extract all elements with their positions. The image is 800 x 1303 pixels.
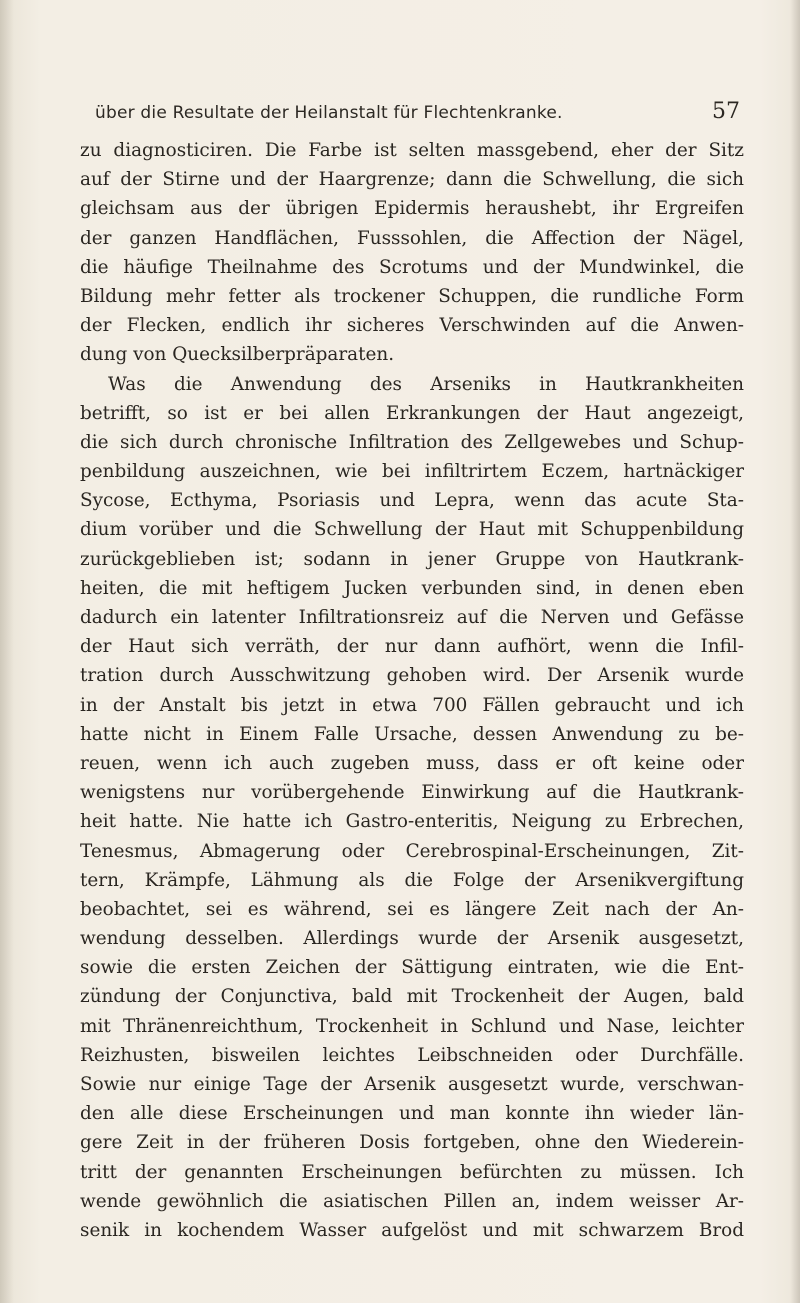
page-header bbox=[95, 99, 740, 133]
page-left-edge bbox=[0, 0, 14, 1303]
text-line: mit Thränenreichthum, Trockenheit in Schlund und Nase, leichter bbox=[80, 1015, 744, 1037]
text-line: heit hatte. Nie hatte ich Gastro-enteritis, Neigung zu Erbrechen, bbox=[80, 811, 744, 833]
text-line: gleichsam aus der übrigen Epidermis heraushebt, ihr Ergreifen bbox=[80, 198, 744, 220]
paragraph-start-line: Was die Anwendung des Arseniks in Hautkrankheiten bbox=[108, 373, 744, 395]
text-line: Sycose, Ecthyma, Psoriasis und Lepra, wenn das acute Sta- bbox=[80, 490, 744, 512]
page-number: 57 bbox=[712, 99, 740, 124]
text-line: dung von Quecksilberpräparaten. bbox=[80, 344, 395, 366]
text-line: wendung desselben. Allerdings wurde der Arsenik ausgesetzt, bbox=[80, 928, 744, 950]
text-line: beobachtet, sei es während, sei es längere Zeit nach der An- bbox=[80, 898, 744, 920]
text-line: Tenesmus, Abmagerung oder Cerebrospinal-Erscheinungen, Zit- bbox=[80, 840, 744, 862]
text-line: die sich durch chronische Infiltration des Zellgewebes und Schup- bbox=[80, 431, 744, 453]
text-line: tritt der genannten Erscheinungen befürchten zu müssen. Ich bbox=[80, 1161, 744, 1183]
body-text bbox=[80, 136, 744, 1245]
text-line: der Flecken, endlich ihr sicheres Verschwinden auf die Anwen- bbox=[80, 315, 744, 337]
text-line: betrifft, so ist er bei allen Erkrankungen der Haut angezeigt, bbox=[80, 402, 744, 424]
text-line: reuen, wenn ich auch zugeben muss, dass er oft keine oder bbox=[80, 752, 744, 774]
text-line: senik in kochendem Wasser aufgelöst und mit schwarzem Brod bbox=[80, 1219, 744, 1241]
text-line: der Haut sich verräth, der nur dann aufhört, wenn die Infil- bbox=[80, 636, 744, 658]
text-line: zurückgeblieben ist; sodann in jener Gruppe von Hautkrank- bbox=[80, 548, 744, 570]
text-line: hatte nicht in Einem Falle Ursache, dessen Anwendung zu be- bbox=[80, 723, 744, 745]
text-line: heiten, die mit heftigem Jucken verbunden sind, in denen eben bbox=[80, 577, 744, 599]
running-title: über die Resultate der Heilanstalt für Flechtenkranke. bbox=[95, 103, 563, 123]
text-line: den alle diese Erscheinungen und man konnte ihn wieder län- bbox=[80, 1103, 744, 1125]
text-line: penbildung auszeichnen, wie bei infiltrirtem Eczem, hartnäckiger bbox=[80, 461, 744, 483]
page-right-edge bbox=[790, 0, 800, 1303]
text-line: dadurch ein latenter Infiltrationsreiz auf die Nerven und Gefässe bbox=[80, 607, 744, 628]
text-line: zündung der Conjunctiva, bald mit Trockenheit der Augen, bald bbox=[80, 986, 744, 1008]
text-line: die häufige Theilnahme des Scrotums und der Mundwinkel, die bbox=[80, 256, 744, 278]
text-line: tern, Krämpfe, Lähmung als die Folge der Arsenikvergiftung bbox=[80, 869, 744, 891]
text-line: auf der Stirne und der Haargrenze; dann die Schwellung, die sich bbox=[80, 169, 744, 191]
text-line: tration durch Ausschwitzung gehoben wird. Der Arsenik wurde bbox=[80, 665, 744, 687]
text-line: der ganzen Handflächen, Fusssohlen, die Affection der Nägel, bbox=[80, 227, 744, 249]
text-line: gere Zeit in der früheren Dosis fortgeben, ohne den Wiederein- bbox=[80, 1132, 744, 1154]
text-line: Sowie nur einige Tage der Arsenik ausgesetzt wurde, verschwan- bbox=[80, 1074, 744, 1095]
text-line: zu diagnosticiren. Die Farbe ist selten massgebend, eher der Sitz bbox=[80, 140, 744, 161]
text-line: Bildung mehr fetter als trockener Schuppen, die rundliche Form bbox=[80, 285, 744, 307]
text-line: sowie die ersten Zeichen der Sättigung eintraten, wie die Ent- bbox=[80, 957, 744, 979]
text-line: wende gewöhnlich die asiatischen Pillen an, indem weisser Ar- bbox=[80, 1190, 744, 1212]
text-line: Reizhusten, bisweilen leichtes Leibschneiden oder Durchfälle. bbox=[80, 1044, 744, 1066]
text-line: in der Anstalt bis jetzt in etwa 700 Fällen gebraucht und ich bbox=[80, 694, 744, 716]
text-line: wenigstens nur vorübergehende Einwirkung auf die Hautkrank- bbox=[80, 782, 744, 804]
text-line: dium vorüber und die Schwellung der Haut mit Schuppenbildung bbox=[80, 519, 744, 541]
